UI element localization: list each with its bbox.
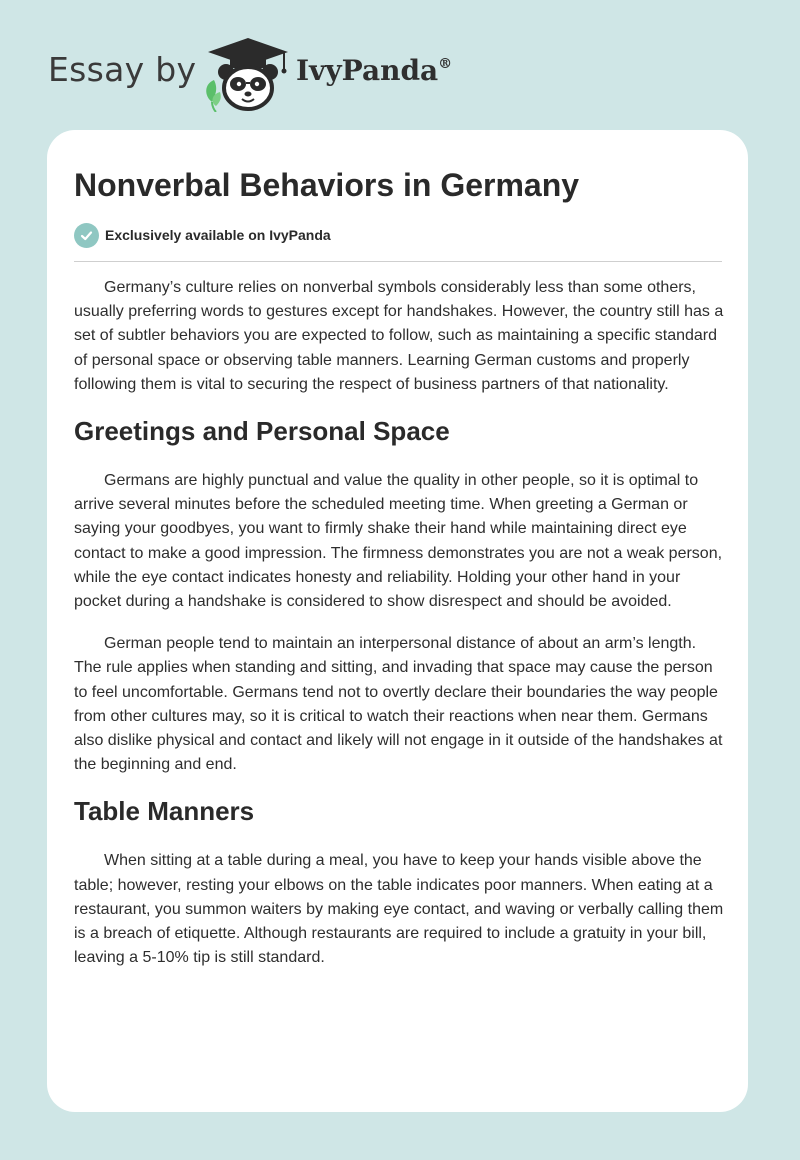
paragraph: When sitting at a table during a meal, you have to keep your hands visible above the table; however, resting your elbows on the table indicates poor manners. When eating at a restaurant, you summon waiters by making eye contact, and waving or verbally calling them is a breach of etiquette. Although restaurants are required to include a gratuity in your bill, leaving a 5-10% tip is still standard. (74, 852, 724, 967)
divider (74, 261, 722, 262)
brand-text: IvyPanda (296, 54, 439, 87)
site-header (0, 0, 800, 130)
check-icon (74, 223, 99, 248)
essay-content (74, 276, 726, 988)
essay-by-label: Essay by (48, 50, 197, 89)
section-heading-table-manners: Table Manners (74, 796, 255, 827)
intro-paragraph: Germany’s culture relies on nonverbal symbols considerably less than some others, usually preferring words to gestures except for handshakes. However, the country still has a set of subtler behaviors you are expected to follow, such as maintaining a specific standard of personal space or observing table manners. Learning German customs and properly following them is vital to securing the respect of business partners of that nationality. (74, 279, 724, 393)
brand-name[interactable] (296, 54, 452, 87)
section-heading-greetings: Greetings and Personal Space (74, 416, 450, 447)
panda-graduate-logo-icon[interactable] (200, 36, 296, 112)
essay-card (47, 130, 748, 1112)
paragraph: German people tend to maintain an interpersonal distance of about an arm’s length. The rule applies when standing and sitting, and invading that space may cause the person to feel uncomfortable. Germans tend not to overtly declare their boundaries the way people from other cultures may, so it is critical to watch their reactions when near them. Germans also dislike physical and contact and likely will not engage in it outside of the handshakes at the beginning and end. (74, 635, 723, 774)
registered-mark: ® (438, 55, 453, 72)
exclusive-badge (74, 222, 331, 248)
paragraph: Germans are highly punctual and value the quality in other people, so it is optimal to arrive several minutes before the scheduled meeting time. When greeting a German or saying your goodbyes, you want to firmly shake their hand while maintaining direct eye contact to make a good impression. The firmness demonstrates you are not a weak person, while the eye contact indicates honesty and reliability. Holding your other hand in your pocket during a handshake is considered to show disrespect and should be avoided. (74, 472, 723, 611)
page-title: Nonverbal Behaviors in Germany (74, 167, 580, 203)
badge-text: Exclusively available on IvyPanda (105, 227, 331, 243)
